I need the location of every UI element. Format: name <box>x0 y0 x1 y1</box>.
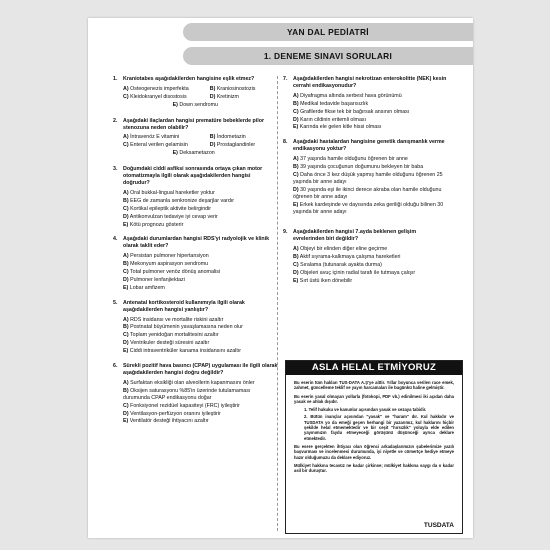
question-text: Aşağıdakilerden hangisi 7.ayda beklenen gelişim evrelerinden biri değildir? <box>293 229 417 243</box>
answer-option <box>123 214 278 221</box>
answer-option <box>123 134 210 141</box>
question-4 <box>113 236 278 291</box>
option-letter: E) <box>123 284 129 291</box>
option-letter: C) <box>123 402 129 409</box>
option-letter: D) <box>209 142 216 149</box>
option-letter: A) <box>123 85 129 92</box>
warning-paragraph: Bu eserin tüm hakları TUS-DATA A.Ş'ye aittir. Yıllar boyunca verilen race emek, zahmet, güncelleme teklif ve yayın harcamaları ile bugünkü haline gelmiştir. <box>294 380 454 391</box>
question-1 <box>113 76 278 110</box>
question-number: 6. <box>113 363 118 370</box>
question-number: 8. <box>283 139 288 146</box>
answer-option <box>123 142 210 149</box>
section-header: YAN DAL PEDİATRİ <box>183 23 473 41</box>
answer-option <box>293 254 448 261</box>
question-text: Antenatal kortikosteroid kullanımıyla ilgili olarak aşağıdakilerden hangisi yanlıştır? <box>123 299 245 313</box>
answer-option <box>293 172 448 186</box>
question-2 <box>113 118 278 159</box>
answer-option <box>293 164 448 171</box>
question-number: 9. <box>283 229 288 236</box>
option-text: Sırt üstü iken dönebilir <box>299 277 353 284</box>
option-text: 37 yaşında hamile olduğunu öğrenen bir anne <box>300 156 408 163</box>
answer-option <box>293 156 448 163</box>
option-text: Kretinizm <box>216 93 239 100</box>
option-text: Lobar amfizem <box>129 284 165 291</box>
question-text: Doğumdaki ciddi asfiksi sonrasında ortaya çıkan motor otomatizmayla ilgili olarak aşağıdakilerden hangisi doğrudur? <box>123 166 263 186</box>
answer-option <box>123 222 278 229</box>
option-text: Grafilerde fikse tek bir bağırsak ansının olması <box>300 108 410 115</box>
answer-option <box>123 285 278 292</box>
option-letter: A) <box>123 316 129 323</box>
option-letter: E) <box>293 277 299 284</box>
option-letter: B) <box>293 254 299 261</box>
option-text: Enteral verilen gelamisin <box>130 142 188 149</box>
option-text: Karın cildinin eritemli olması <box>300 116 367 123</box>
option-letter: C) <box>123 142 129 149</box>
warning-paragraph: Bu eserin yasal olmayan yollarla (fotokopi, PDF vb.) edinilmesi iki açıdan daha yasak ve ahlak dışıdır. <box>294 393 454 404</box>
answer-option <box>123 198 278 205</box>
option-text: 39 yaşında çocuğunun doğumunu bekleyen bir baba <box>300 164 424 171</box>
option-text: RDS insidansı ve mortalite riskini azaltır <box>130 316 224 323</box>
answer-option <box>210 86 278 93</box>
option-letter: E) <box>293 201 299 208</box>
option-letter: C) <box>123 269 129 276</box>
answer-option <box>293 117 448 124</box>
answer-option <box>293 109 448 116</box>
option-letter: A) <box>293 92 299 99</box>
option-text: Toplam yenidoğan mortalitesini azaltır <box>129 332 219 339</box>
question-text: Aşağıdaki durumlardan hangisi RDS'yi radyolojik ve klinik olarak taklit eder? <box>123 236 270 250</box>
option-text: Aktif sıyrama-kalkmaya çalışma hareketleri <box>299 254 401 261</box>
answer-option <box>293 278 448 285</box>
option-letter: B) <box>293 100 299 107</box>
copyright-warning-box <box>285 360 463 534</box>
option-letter: B) <box>293 164 299 171</box>
answer-option <box>293 270 448 277</box>
question-text: Aşağıdakilerden hangisi nekrotizan enterokolitte (NEK) kesin cerrahi endikasyonudur? <box>293 76 447 89</box>
question-text: Kraniotabes aşağıdakilerden hangisine eşlik etmez? <box>123 76 255 82</box>
option-letter: A) <box>123 134 129 141</box>
answer-option <box>123 380 278 387</box>
exam-title: 1. DENEME SINAVI SORULARI <box>183 47 473 65</box>
option-letter: D) <box>123 410 129 417</box>
option-text: Ciddi intraventriküler kanama insidansını azaltır <box>129 348 242 355</box>
question-number: 1. <box>113 76 118 82</box>
question-8 <box>283 139 448 215</box>
answer-option <box>123 418 278 425</box>
warning-item: 1. Telif hukuku ve kanunlar açısından yasak ve cezaya tabidir. <box>304 407 427 413</box>
warning-title: ASLA HELAL ETMİYORUZ <box>286 361 462 375</box>
answer-option <box>293 262 448 269</box>
question-text: Aşağıdaki ilaçlardan hangisi prematüre bebeklerde pilor stenozuna neden olabilir? <box>123 117 265 131</box>
option-text: Mekonyum aspirasyon sendromu <box>130 261 209 268</box>
option-text: Karında ele gelen kitle hissi olması <box>299 124 382 131</box>
answer-option <box>123 190 278 197</box>
option-text: 30 yaşında eşi ile ikinci derece akraba olan hamile olduğunu öğrenen bir anne adayı <box>293 186 442 200</box>
option-text: Objeyi bir elinden diğer eline geçirme <box>300 246 388 253</box>
option-text: Daha önce 3 kez düşük yapmış hamile olduğunu öğrenen 25 yaşında bir anne adayı <box>293 171 443 185</box>
answer-option <box>293 187 448 201</box>
answer-option <box>123 332 278 339</box>
option-letter: C) <box>123 205 129 212</box>
option-text: Oksijen saturasyonu %85'in üzerinde tutulamaması durumunda CPAP endikasyonu doğar <box>123 387 251 401</box>
option-text: Prostaglandinler <box>216 142 256 149</box>
question-3 <box>113 166 278 228</box>
option-text: Kraniosinostozis <box>216 85 256 92</box>
option-text: Pulmoner lenfanjiektazi <box>130 276 185 283</box>
answer-option <box>123 277 278 284</box>
answer-option <box>123 261 278 268</box>
question-number: 5. <box>113 299 118 306</box>
option-letter: B) <box>209 134 216 141</box>
option-text: Persistan pulmoner hipertansiyon <box>130 253 209 260</box>
answer-option <box>123 403 278 410</box>
option-letter: E) <box>123 418 129 425</box>
answer-option <box>123 269 278 276</box>
question-number: 7. <box>283 76 288 82</box>
answer-option <box>210 94 278 101</box>
answer-option <box>123 102 278 109</box>
option-letter: A) <box>123 379 129 386</box>
question-number: 2. <box>113 117 118 124</box>
answer-option <box>123 340 278 347</box>
option-letter: E) <box>172 150 178 157</box>
option-text: Ventilasyon-perfüzyon oranını iyileştirir <box>130 410 221 417</box>
right-column <box>283 76 448 293</box>
option-text: Total pulmoner venöz dönüş anomalisi <box>129 269 221 276</box>
option-letter: B) <box>123 387 129 394</box>
option-text: Oral bukkal-lingual hareketler yoktur <box>130 189 215 196</box>
option-letter: C) <box>293 108 299 115</box>
answer-option <box>123 324 278 331</box>
option-letter: E) <box>172 101 178 108</box>
option-letter: C) <box>123 332 129 339</box>
answer-option <box>293 246 448 253</box>
option-letter: C) <box>293 171 299 178</box>
question-text: Aşağıdaki hastalardan hangisine genetik danışmanlık verme endikasyonu yoktur? <box>293 139 445 153</box>
answer-option <box>210 142 278 149</box>
answer-option <box>293 202 448 216</box>
question-6 <box>113 363 278 425</box>
option-letter: D) <box>209 93 216 100</box>
answer-option <box>123 86 210 93</box>
option-letter: A) <box>123 253 129 260</box>
option-letter: D) <box>123 213 129 220</box>
option-text: Ventrikuler desteği süresini azaltır <box>130 340 210 347</box>
option-letter: C) <box>123 93 129 100</box>
option-text: Diyafragma altında serbest hava görünümü <box>300 92 402 99</box>
brand-name: TUSDATA <box>423 521 454 529</box>
answer-option <box>123 94 210 101</box>
warning-paragraph: Mülkiyet hakkına tecavüz ne kadar çirkinse; mülkiyet hakkına saygı da o kadar asil bir duruştur. <box>294 462 454 474</box>
option-letter: B) <box>123 197 129 204</box>
answer-option <box>123 348 278 355</box>
option-letter: D) <box>293 186 299 193</box>
question-number: 4. <box>113 236 118 243</box>
option-text: Antikonvulzan tedaviye iyi cevap verir <box>129 213 218 220</box>
answer-option <box>123 411 278 418</box>
answer-option <box>293 101 448 108</box>
question-9 <box>283 229 448 284</box>
option-letter: D) <box>293 116 299 123</box>
option-text: Osteogenezis imperfekta <box>130 85 189 92</box>
document-page <box>88 18 473 538</box>
question-7 <box>283 76 448 131</box>
answer-option <box>293 93 448 100</box>
option-text: Kötü prognozu gösterir <box>129 221 184 228</box>
option-text: Medikal tedavide başarısızlık <box>300 100 369 107</box>
option-letter: D) <box>293 269 299 276</box>
answer-option <box>293 124 448 131</box>
answer-option <box>123 253 278 260</box>
option-text: Surfaktan eksikliği olan alveollerin kapanmasını önler <box>130 379 255 386</box>
warning-paragraph: Bu esere gerçekten ihtiyacı olan öğrenci arkadaşlarımızın şubelerimize yazılı başvurması ve incelenmesi durumunda, iyi niyetle ve cömertçe hediye etmeye hazır olduğumuzu da deklare ediyoruz. <box>294 443 454 460</box>
option-letter: B) <box>123 261 129 268</box>
left-column <box>113 76 278 433</box>
answer-option <box>123 388 278 402</box>
option-text: Down sendromu <box>179 101 218 108</box>
option-text: Kortikal epileptik aktivite belirgindir <box>130 205 212 212</box>
answer-option <box>123 150 278 157</box>
option-text: EEG de zamanla senkronize deşarjlar vardır <box>130 197 235 204</box>
option-text: Erkek kardeşinde ve dayısında zeka geriliği olduğu bilinen 30 yaşında bir anne adayı <box>293 201 444 215</box>
option-letter: D) <box>123 276 129 283</box>
option-letter: D) <box>123 340 129 347</box>
question-5 <box>113 300 278 355</box>
option-text: Objeleri avuç içinin radial tarafı ile tutmaya çalışır <box>300 269 416 276</box>
option-letter: E) <box>293 124 299 131</box>
option-letter: B) <box>123 324 129 331</box>
option-text: İntravenöz E vitamini <box>130 134 180 141</box>
option-text: Ventilatör desteği ihtiyacını azaltır <box>129 418 209 425</box>
option-text: Sıralama (tutunarak ayakta durma) <box>300 262 382 269</box>
warning-item: 2. Bütün inançlar açısından "yasak" ve "haram" dır. Kul hakkıdır ve TUSDATA yo da emeği geçen herhangi bir yazarımız, kul haklarını hiçbir şekilde helal etmemektedir ve bir ceşit "hırsızlık" yoluyla elde edilen yayınımızın faydu etmeyeceği görüşünü düşünceği ayrıca deklare etmektedir. <box>304 414 454 441</box>
option-letter: A) <box>293 156 299 163</box>
question-number: 3. <box>113 166 118 173</box>
option-letter: E) <box>123 221 129 228</box>
column-divider <box>277 76 278 531</box>
answer-option <box>123 317 278 324</box>
option-letter: A) <box>293 246 299 253</box>
question-text: Sürekli pozitif hava basıncı (CPAP) uygulaması ile ilgili olarak aşağıdakilerden hangisi doğru değildir? <box>123 363 278 376</box>
option-text: Deksametazon <box>179 150 215 157</box>
option-text: Postnatal büyümenin yavaşlamasına neden olur <box>130 324 243 331</box>
option-letter: C) <box>293 262 299 269</box>
answer-option <box>210 134 278 141</box>
option-text: İndometazin <box>216 134 246 141</box>
answer-option <box>123 206 278 213</box>
option-letter: B) <box>209 85 216 92</box>
option-text: Fonksiyonel rezidüel kapasiteyi (FRC) iyileştirir <box>130 402 240 409</box>
option-letter: A) <box>123 189 129 196</box>
option-text: Kleidokranyel disostosis <box>130 93 187 100</box>
option-letter: E) <box>123 348 129 355</box>
